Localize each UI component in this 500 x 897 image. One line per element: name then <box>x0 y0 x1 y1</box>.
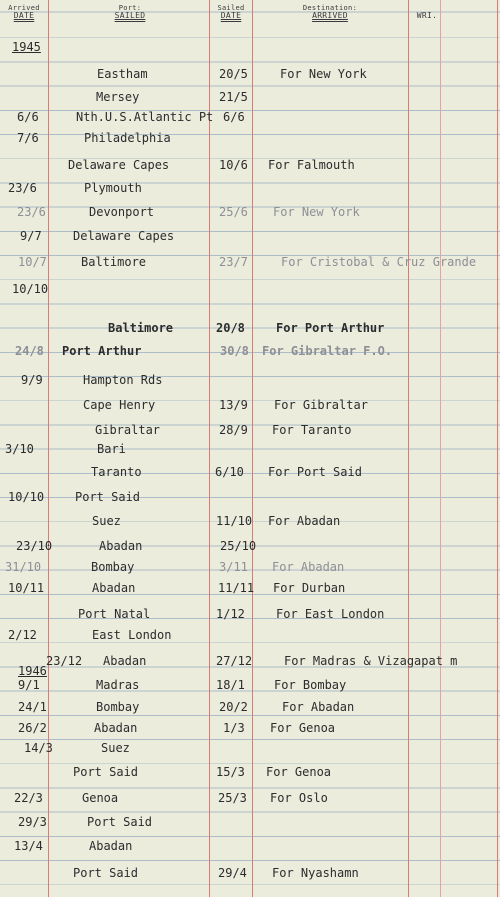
row-arr: 23/12 <box>46 654 83 668</box>
column-rule <box>252 0 253 897</box>
row-sail: 6/10 <box>215 465 244 479</box>
row-arr: 6/6 <box>17 110 39 124</box>
row-dest: For Madras & Vizagapat m <box>284 654 458 668</box>
row-sail: 11/11 <box>218 581 255 595</box>
row-arr: 31/10 <box>5 560 42 574</box>
column-rule <box>209 0 210 897</box>
row-sail: 15/3 <box>216 765 245 779</box>
row-arr: 9/7 <box>20 229 42 243</box>
year-1945: 1945 <box>12 40 41 54</box>
row-arr: 22/3 <box>14 791 43 805</box>
row-arr: 23/6 <box>8 181 37 195</box>
row-arr: 9/9 <box>21 373 43 387</box>
row-port: East London <box>92 628 172 642</box>
header-wri: WRI. <box>416 11 438 20</box>
column-rule <box>497 0 498 897</box>
row-port: Bari <box>97 442 126 456</box>
header-arrived-bottom: DATE <box>13 11 35 20</box>
row-port: Hampton Rds <box>83 373 163 387</box>
row-dest: For New York <box>273 205 360 219</box>
row-dest: For Genoa <box>270 721 336 735</box>
row-port: Eastham <box>97 67 148 81</box>
row-arr: 23/10 <box>16 539 53 553</box>
row-port: Port Arthur <box>62 344 142 358</box>
header-destination <box>290 4 370 20</box>
row-arr: 29/3 <box>18 815 47 829</box>
row-dest: For Durban <box>273 581 346 595</box>
header-sailed-top: Sailed <box>217 4 245 12</box>
row-dest: For Oslo <box>270 791 328 805</box>
row-port: Port Natal <box>78 607 151 621</box>
row-dest: For Abadan <box>282 700 355 714</box>
header-destination-top: Destination: <box>302 4 358 12</box>
row-arr: 3/10 <box>5 442 34 456</box>
row-arr: 24/8 <box>15 344 44 358</box>
row-port: Plymouth <box>84 181 142 195</box>
row-arr: 24/1 <box>18 700 47 714</box>
row-port: Abadan <box>89 839 133 853</box>
row-port: Port Said <box>73 866 139 880</box>
header-port-bottom: SAILED <box>114 11 146 20</box>
row-arr: 10/11 <box>8 581 45 595</box>
header-port-top: Port: <box>118 4 142 12</box>
column-rule <box>48 0 49 897</box>
row-arr: 2/12 <box>8 628 37 642</box>
row-dest: For Falmouth <box>268 158 355 172</box>
row-sail: 3/11 <box>219 560 248 574</box>
row-sail: 25/10 <box>220 539 257 553</box>
row-port: Suez <box>92 514 121 528</box>
row-port: Abadan <box>99 539 143 553</box>
row-sail: 27/12 <box>216 654 253 668</box>
row-sail: 28/9 <box>219 423 248 437</box>
row-dest: For Abadan <box>272 560 345 574</box>
row-port: Port Said <box>75 490 141 504</box>
row-sail: 18/1 <box>216 678 245 692</box>
row-sail: 29/4 <box>218 866 247 880</box>
row-port: Baltimore <box>108 321 174 335</box>
row-port: Delaware Capes <box>68 158 170 172</box>
row-port: Suez <box>101 741 130 755</box>
row-port: Devonport <box>89 205 155 219</box>
header-port <box>95 4 165 20</box>
row-port: Taranto <box>91 465 142 479</box>
row-arr: 10/7 <box>18 255 47 269</box>
row-arr: 14/3 <box>24 741 53 755</box>
row-arr: 23/6 <box>17 205 46 219</box>
row-port: Cape Henry <box>83 398 156 412</box>
row-port: Bombay <box>96 700 140 714</box>
row-dest: For Abadan <box>268 514 341 528</box>
row-port: Abadan <box>103 654 147 668</box>
row-port: Mersey <box>96 90 140 104</box>
row-dest: For Port Said <box>268 465 362 479</box>
row-arr: 13/4 <box>14 839 43 853</box>
row-arr: 7/6 <box>17 131 39 145</box>
column-rule <box>408 0 409 897</box>
row-port: Philadelphia <box>84 131 171 145</box>
row-dest: For Gibraltar <box>274 398 368 412</box>
header-destination-bottom: ARRIVED <box>312 11 348 20</box>
row-sail: 10/6 <box>219 158 248 172</box>
row-sail: 11/10 <box>216 514 253 528</box>
row-port: Madras <box>96 678 140 692</box>
row-sail: 1/12 <box>216 607 245 621</box>
header-arrived-top: Arrived <box>8 4 40 12</box>
row-dest: For Bombay <box>274 678 347 692</box>
row-sail: 20/8 <box>216 321 245 335</box>
row-sail: 25/3 <box>218 791 247 805</box>
row-sail: 20/5 <box>219 67 248 81</box>
row-port: Baltimore <box>81 255 147 269</box>
row-port: Gibraltar <box>95 423 161 437</box>
row-dest: For Nyashamn <box>272 866 359 880</box>
row-port: Port Said <box>87 815 153 829</box>
row-dest: For Taranto <box>272 423 352 437</box>
row-port: Delaware Capes <box>73 229 175 243</box>
row-dest: For Port Arthur <box>276 321 385 335</box>
row-sail: 13/9 <box>219 398 248 412</box>
column-rule <box>440 0 441 897</box>
row-port: Abadan <box>92 581 136 595</box>
row-port: Genoa <box>82 791 119 805</box>
row-sail: 23/7 <box>219 255 248 269</box>
row-dest: For Genoa <box>266 765 332 779</box>
row-arr: 9/1 <box>18 678 40 692</box>
row-sail: 21/5 <box>219 90 248 104</box>
year-1946: 1946 <box>18 664 47 678</box>
row-dest: For Cristobal & Cruz Grande <box>281 255 477 269</box>
row-sail: 1/3 <box>223 721 245 735</box>
row-sail: 25/6 <box>219 205 248 219</box>
row-port: Port Said <box>73 765 139 779</box>
row-arr: 10/10 <box>8 490 45 504</box>
header-sailed <box>211 4 251 20</box>
row-dest: For East London <box>276 607 385 621</box>
row-sail: 30/8 <box>220 344 249 358</box>
row-arr: 26/2 <box>18 721 47 735</box>
row-arr: 10/10 <box>12 282 49 296</box>
header-sailed-bottom: DATE <box>220 11 242 20</box>
header-arrived <box>2 4 46 20</box>
row-port: Bombay <box>91 560 135 574</box>
row-port: Abadan <box>94 721 138 735</box>
row-sail: 6/6 <box>223 110 245 124</box>
row-port: Nth.U.S.Atlantic Pt <box>76 110 214 124</box>
row-sail: 20/2 <box>219 700 248 714</box>
row-dest: For Gibraltar F.O. <box>262 344 393 358</box>
row-dest: For New York <box>280 67 367 81</box>
